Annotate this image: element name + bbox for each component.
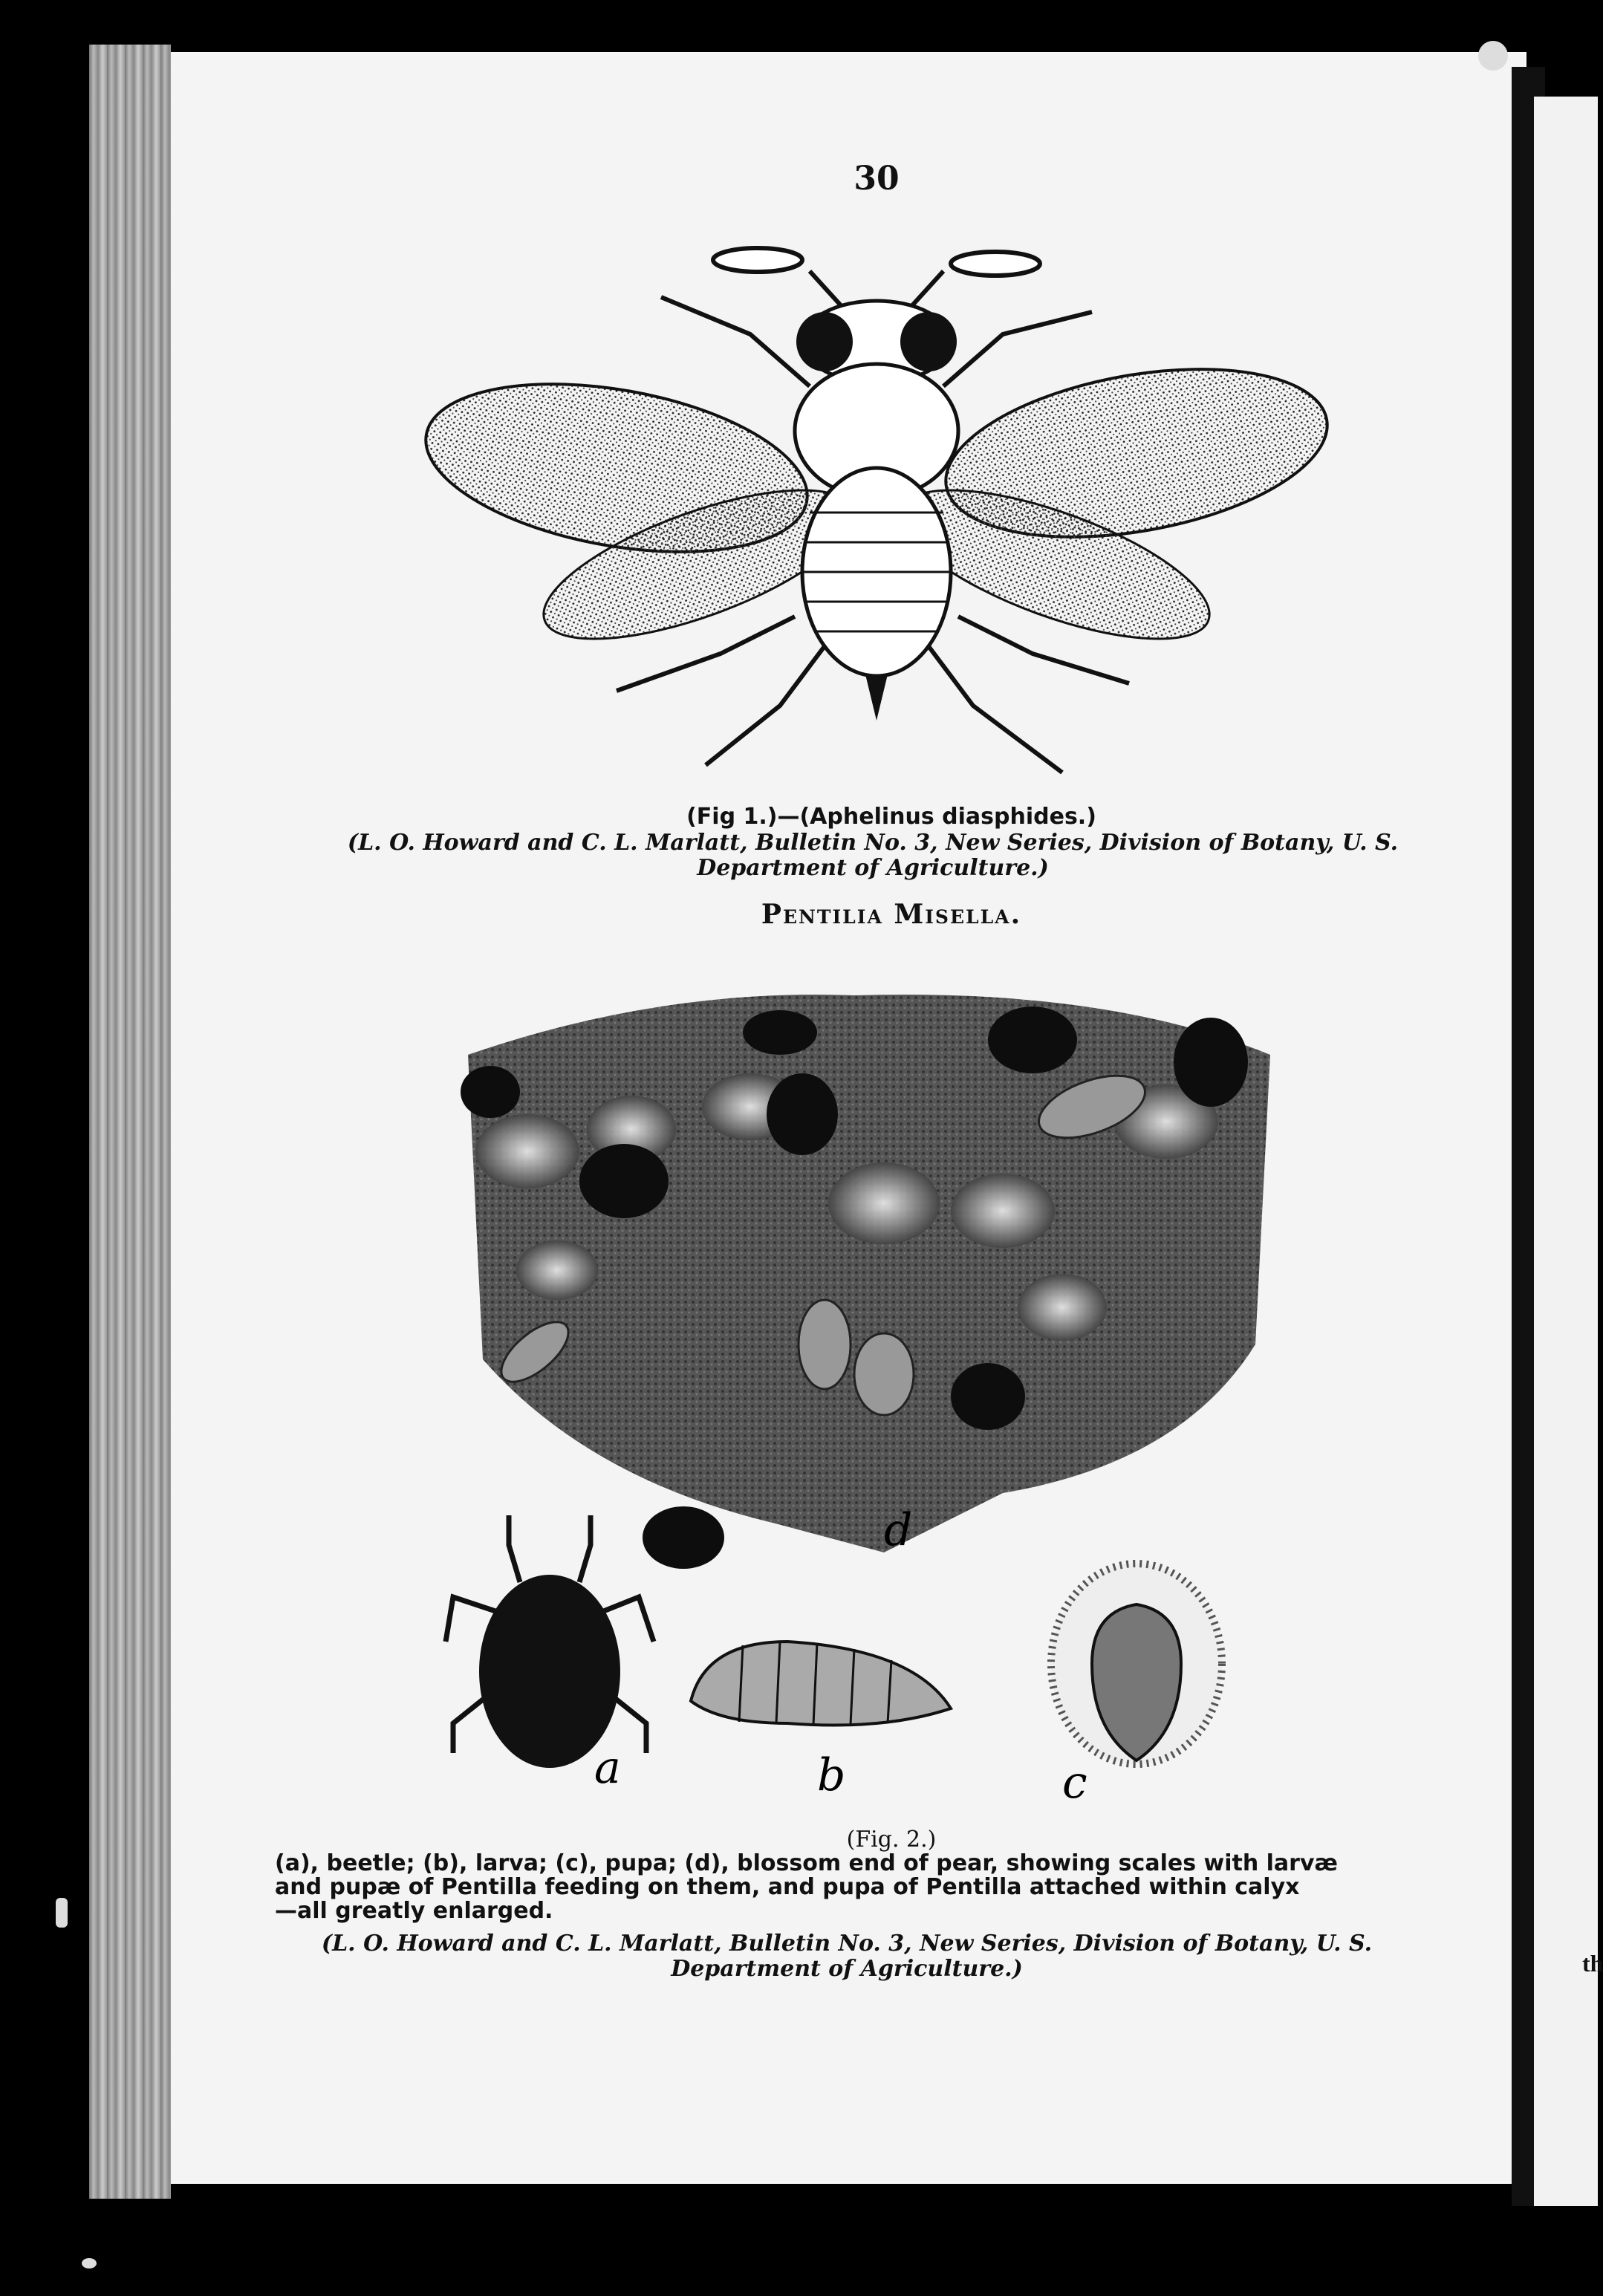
book-spine — [89, 45, 171, 2199]
figure1-credit-line1: (L. O. Howard and C. L. Marlatt, Bulletin No. 3, New Series, Division of Botany, U. S. — [347, 830, 1399, 856]
svg-text:b: b — [817, 1749, 846, 1801]
facing-page-text-fragment: th — [1582, 1950, 1603, 1977]
figure1-credit-line2: Department of Agriculture.) — [697, 855, 1049, 881]
svg-text:c: c — [1062, 1757, 1087, 1809]
wasp-illustration — [394, 230, 1359, 802]
figure2-description-line2: and pupæ of Pentilla feeding on them, and pupa of Pentilla attached within calyx — [275, 1874, 1300, 1900]
figure1-label: (Fig 1.)—(Aphelinus diasphides.) — [686, 804, 1096, 830]
figure2-description-line1: (a), beetle; (b), larva; (c), pupa; (d), blossom end of pear, showing scales with larvæ — [275, 1850, 1338, 1876]
figure1-credit — [293, 830, 1452, 881]
larva-b — [691, 1642, 951, 1801]
beetle-a — [446, 1515, 654, 1794]
figure2-description — [275, 1852, 1419, 1923]
figure2-credit-line2: Department of Agriculture.) — [671, 1956, 1023, 1982]
pupa-c — [1051, 1564, 1222, 1809]
label-d: d — [884, 1504, 913, 1556]
svg-text:a: a — [594, 1742, 621, 1794]
figure2-description-line3: —all greatly enlarged. — [275, 1898, 553, 1924]
figure2-credit-line1: (L. O. Howard and C. L. Marlatt, Bulletin No. 3, New Series, Division of Botany, U. S. — [321, 1931, 1373, 1957]
pentilia-illustration — [438, 958, 1285, 1812]
figure2-label: (Fig. 2.) — [846, 1827, 937, 1853]
facing-page — [1534, 97, 1598, 2206]
page-number: 30 — [853, 160, 900, 198]
section-title: Pentilia Misella. — [761, 899, 1022, 930]
figure2-credit — [267, 1931, 1426, 1982]
